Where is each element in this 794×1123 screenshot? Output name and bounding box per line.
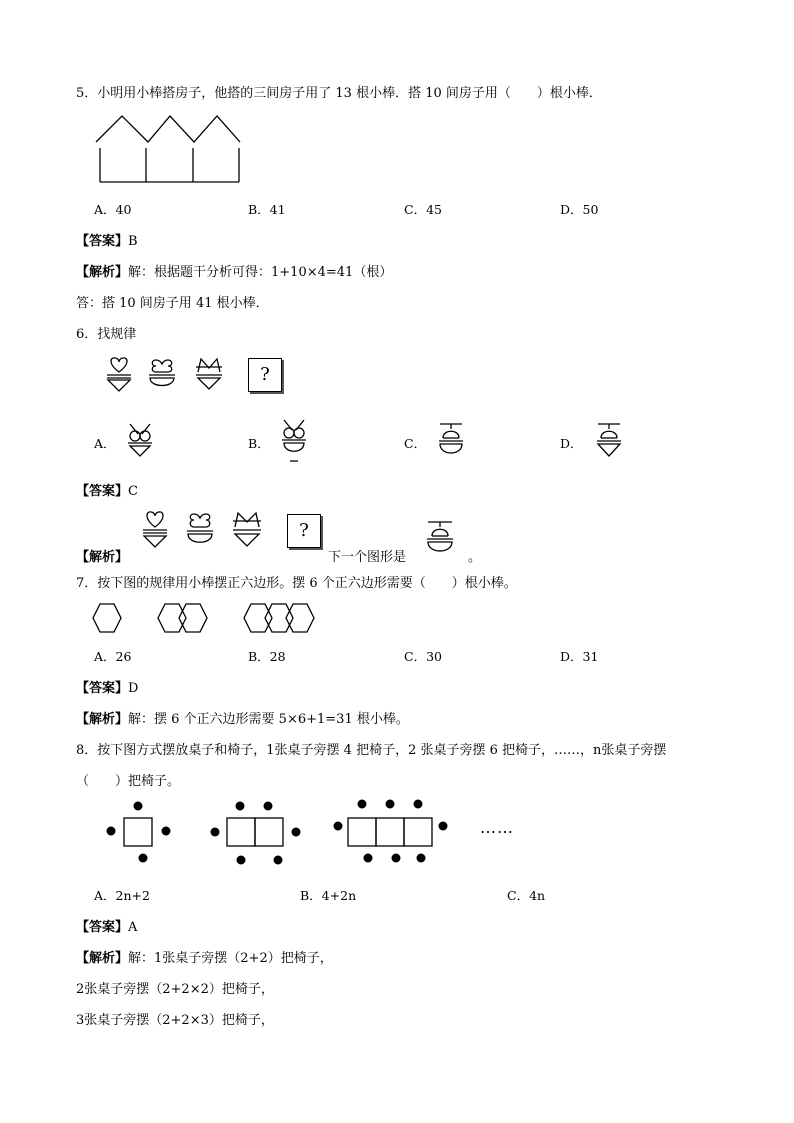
q6-option-d-label[interactable]: D． bbox=[560, 436, 583, 451]
answer-label: 【答案】 bbox=[76, 484, 129, 499]
q8-option-b[interactable]: B．4+2n bbox=[300, 888, 357, 903]
analysis-text: 解：根据题干分析可得：1+10×4=41（根） bbox=[128, 265, 393, 280]
q8-analysis-line-3: 3张桌子旁摆（2+2×3）把椅子， bbox=[76, 1013, 274, 1028]
q6-analysis-heart-symbol bbox=[140, 510, 170, 550]
q6-question-box bbox=[248, 358, 282, 392]
q8-tables-chairs-figure bbox=[100, 796, 460, 868]
q6-option-b-label[interactable]: B． bbox=[248, 436, 270, 451]
q6-m-symbol bbox=[194, 356, 224, 394]
q6-option-c-symbol[interactable] bbox=[436, 420, 466, 460]
q7-option-a[interactable]: A．26 bbox=[94, 649, 132, 664]
analysis-label: 【解析】 bbox=[76, 712, 129, 727]
q7-option-c[interactable]: C．30 bbox=[404, 649, 442, 664]
q6-heart-symbol bbox=[104, 356, 134, 394]
q5-answer bbox=[76, 230, 138, 249]
q7-option-b[interactable]: B．28 bbox=[248, 649, 286, 664]
q8-continuation-dots: …… bbox=[480, 818, 514, 837]
q7-option-d[interactable]: D．31 bbox=[560, 649, 599, 664]
q8-analysis-line-1 bbox=[76, 947, 333, 966]
q7-text: 7．按下图的规律用小棒摆正六边形。摆 6 个正六边形需要（ ）根小棒。 bbox=[76, 576, 517, 591]
q5-conclusion: 答：搭 10 间房子用 41 根小棒． bbox=[76, 296, 269, 311]
q6-option-a-symbol[interactable] bbox=[126, 418, 154, 460]
q5-option-d[interactable]: D．50 bbox=[560, 202, 599, 217]
question-mark: ? bbox=[260, 364, 270, 385]
q6-analysis-text: 下一个图形是 bbox=[328, 550, 407, 565]
answer-value: C bbox=[128, 484, 138, 499]
q5-option-b[interactable]: B．41 bbox=[248, 202, 286, 217]
analysis-label: 【解析】 bbox=[76, 265, 129, 280]
q5-text: 5．小明用小棒搭房子，他搭的三间房子用了 13 根小棒．搭 10 间房子用（ ）根小棒． bbox=[76, 86, 602, 101]
answer-value: B bbox=[128, 234, 138, 249]
answer-label: 【答案】 bbox=[76, 234, 129, 249]
q6-analysis-question-box bbox=[287, 514, 321, 548]
q6-analysis-end: 。 bbox=[468, 550, 482, 565]
analysis-label: 【解析】 bbox=[76, 951, 129, 966]
q7-hexagon-figures bbox=[92, 603, 332, 635]
q5-option-c[interactable]: C．45 bbox=[404, 202, 442, 217]
q7-answer bbox=[76, 677, 138, 696]
q8-option-c[interactable]: C．4n bbox=[507, 888, 546, 903]
question-mark: ? bbox=[299, 520, 309, 541]
q6-text: 6．找规律 bbox=[76, 327, 137, 342]
q6-option-d-symbol[interactable] bbox=[594, 420, 624, 462]
analysis-text: 解：摆 6 个正六边形需要 5×6+1=31 根小棒。 bbox=[128, 712, 409, 727]
q5-option-a[interactable]: A．40 bbox=[94, 202, 132, 217]
q6-answer bbox=[76, 480, 138, 499]
analysis-label: 【解析】 bbox=[76, 550, 129, 565]
analysis-text: 解：1张桌子旁摆（2+2）把椅子， bbox=[128, 951, 333, 966]
answer-value: D bbox=[128, 681, 139, 696]
answer-label: 【答案】 bbox=[76, 681, 129, 696]
q6-option-a-label[interactable]: A． bbox=[94, 436, 116, 451]
q5-houses-figure bbox=[96, 114, 246, 186]
q6-analysis-answer-symbol bbox=[424, 518, 456, 558]
q6-analysis-clover-symbol bbox=[184, 510, 216, 550]
q6-analysis-m-symbol bbox=[231, 510, 263, 550]
answer-value: A bbox=[128, 920, 138, 935]
q8-analysis-line-2: 2张桌子旁摆（2+2×2）把椅子， bbox=[76, 982, 274, 997]
q6-option-c-label[interactable]: C． bbox=[404, 436, 427, 451]
q7-analysis bbox=[76, 708, 409, 727]
answer-label: 【答案】 bbox=[76, 920, 129, 935]
q8-option-a[interactable]: A．2n+2 bbox=[94, 888, 150, 903]
q6-clover-symbol bbox=[146, 356, 178, 394]
q8-text-line1: 8．按下图方式摆放桌子和椅子，1张桌子旁摆 4 把椅子，2 张桌子旁摆 6 把椅子，……，n张桌子旁摆 bbox=[76, 743, 667, 758]
q8-text-line2: （ ）把椅子。 bbox=[76, 774, 181, 789]
q5-analysis bbox=[76, 261, 392, 280]
q8-answer bbox=[76, 916, 137, 935]
q6-analysis-label bbox=[76, 546, 128, 565]
q6-option-b-symbol[interactable] bbox=[280, 416, 308, 464]
